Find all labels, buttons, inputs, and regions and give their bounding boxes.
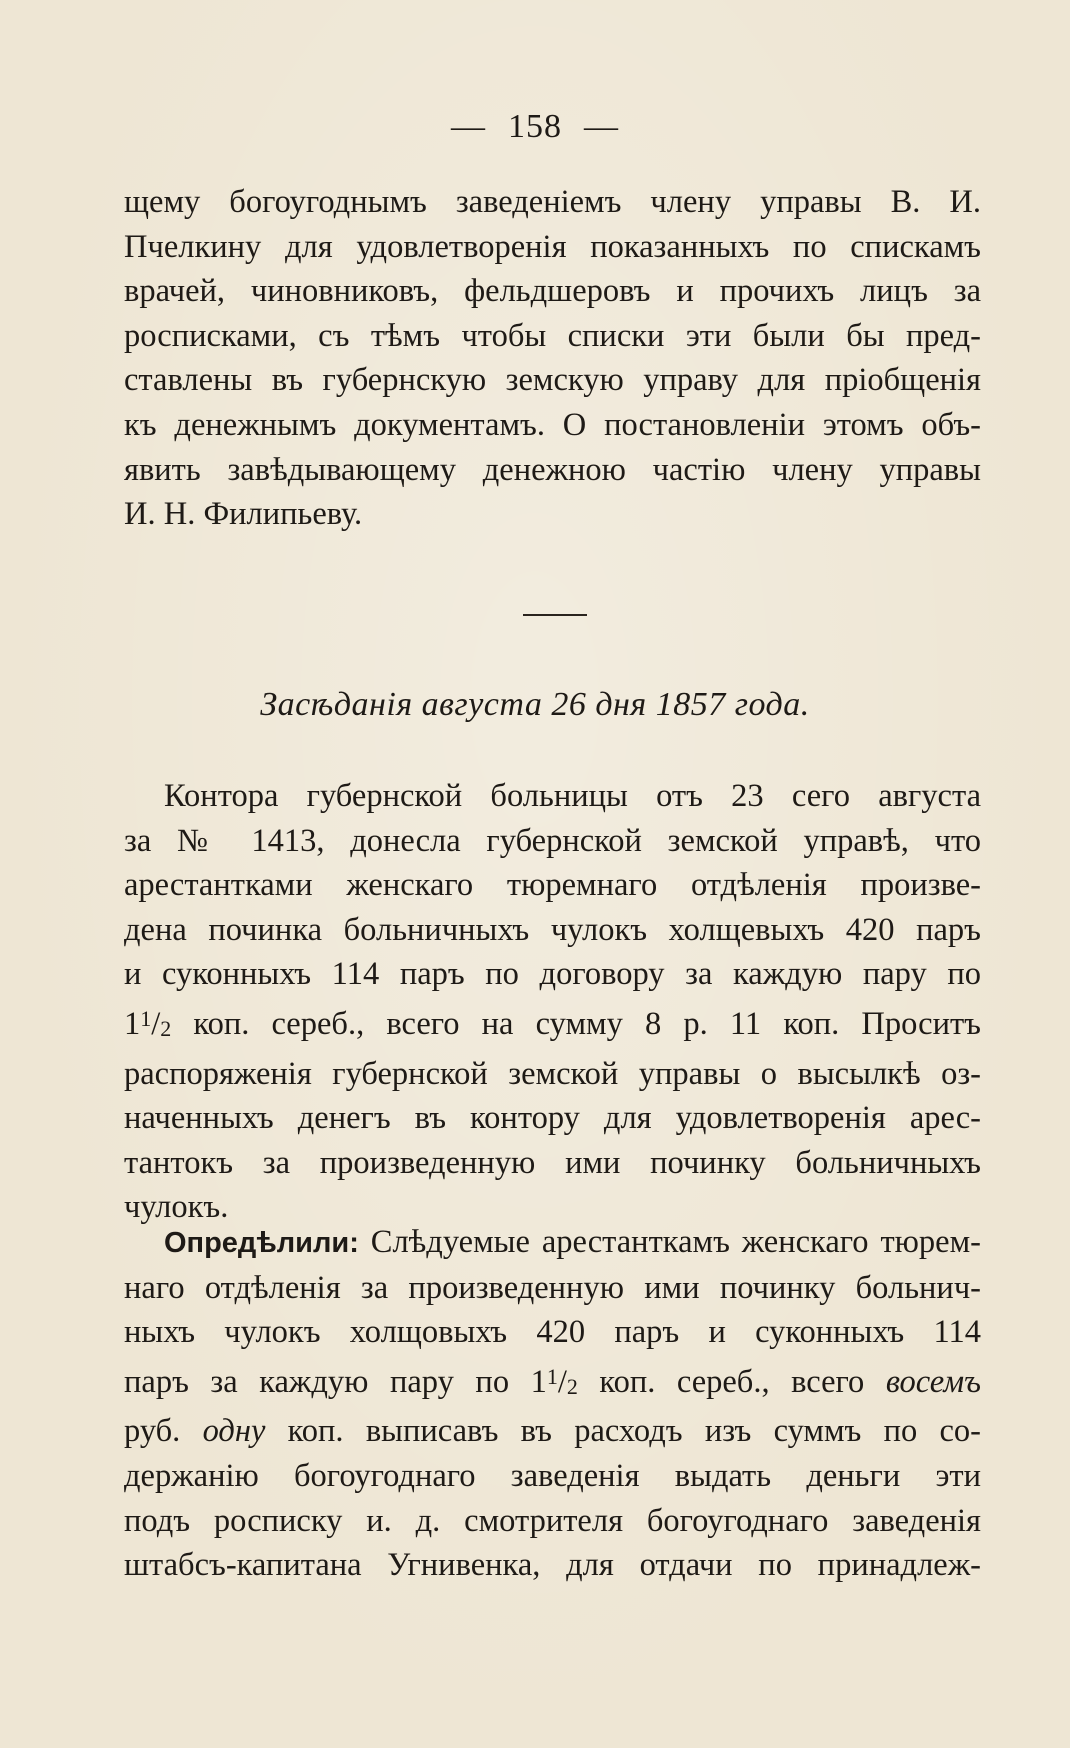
header-dash-right: — bbox=[584, 108, 619, 145]
text-line: распоряженiя губернской земской управы о высылкѣ оз- bbox=[124, 1055, 981, 1092]
text-span: коп. сереб., всего bbox=[577, 1363, 886, 1400]
text-line: къ денежнымъ документамъ. О постановленiи этомъ объ- bbox=[124, 406, 981, 443]
text-line: арестантками женскаго тюремнаго отдѣленiя произве- bbox=[124, 867, 981, 904]
text-line: Контора губернской больницы отъ 23 сего августа bbox=[164, 778, 981, 814]
text-span: руб. bbox=[124, 1413, 203, 1450]
fraction-denominator: 2 bbox=[566, 1373, 578, 1399]
italic-amount: восемъ bbox=[885, 1363, 981, 1400]
text-line: ставлены въ губернскую земскую управу для прiобщенiя bbox=[124, 362, 981, 399]
text-span: коп. сереб., всего на сумму 8 р. 11 коп. Проситъ bbox=[171, 1005, 981, 1042]
text-line: наченныхъ денегъ въ контору для удовлетворенiя арес- bbox=[124, 1100, 981, 1137]
text-line: штабсъ-капитана Угнивенка, для отдачи по принадлеж- bbox=[124, 1547, 981, 1584]
italic-amount: одну bbox=[202, 1413, 266, 1450]
text-line: дена починка больничныхъ чулокъ холщевыхъ 420 паръ bbox=[124, 911, 981, 948]
text-span: коп. выписавъ въ расходъ изъ суммъ по со- bbox=[265, 1413, 981, 1450]
text-line-with-fraction bbox=[124, 1355, 981, 1410]
section-divider bbox=[523, 614, 587, 616]
text-line: щему богоугоднымъ заведенiемъ члену управы В. И. bbox=[124, 184, 981, 220]
text-span: паръ за каждую пару по 1 bbox=[124, 1363, 547, 1400]
text-line-with-fraction bbox=[124, 997, 981, 1052]
fraction-denominator: 2 bbox=[160, 1015, 172, 1041]
text-line: подъ росписку и. д. смотрителя богоугоднаго заведенiя bbox=[124, 1502, 981, 1539]
text-line: ныхъ чулокъ холщовыхъ 420 паръ и суконныхъ 114 bbox=[124, 1314, 981, 1351]
text-line bbox=[124, 1220, 981, 1266]
text-line: и суконныхъ 114 паръ по договору за каждую пару по bbox=[124, 956, 981, 993]
text-line: врачей, чиновниковъ, фельдшеровъ и прочихъ лицъ за bbox=[124, 273, 981, 310]
fraction-numerator: 1 bbox=[140, 1005, 152, 1031]
text-line: росписками, съ тѣмъ чтобы списки эти были бы пред- bbox=[124, 317, 981, 354]
fraction-numerator: 1 bbox=[546, 1363, 558, 1389]
text-line bbox=[124, 1409, 981, 1454]
text-span: Слѣдуемые арестанткамъ женскаго тюрем- bbox=[358, 1224, 981, 1260]
paragraph-continuation bbox=[124, 180, 981, 537]
header-dash-left: — bbox=[451, 108, 486, 145]
text-line: держанiю богоугоднаго заведенiя выдать деньги эти bbox=[124, 1457, 981, 1494]
text-line: за № 1413, донесла губернской земской управѣ, что bbox=[124, 822, 981, 859]
fraction-slash: / bbox=[151, 1005, 161, 1042]
text-line: тантокъ за произведенную ими починку больничныхъ bbox=[124, 1144, 981, 1181]
text-line: Пчелкину для удовлетворенiя показанныхъ по спискамъ bbox=[124, 228, 981, 265]
paragraph-report bbox=[124, 774, 981, 1230]
session-heading: Засѣданiя августа 26 дня 1857 года. bbox=[260, 686, 810, 723]
resolution-label: Опредѣлили: bbox=[164, 1227, 359, 1259]
fraction-whole: 1 bbox=[124, 1005, 141, 1042]
paragraph-resolution bbox=[124, 1220, 981, 1588]
text-line: И. Н. Филипьеву. bbox=[124, 496, 363, 533]
page-number: 158 bbox=[508, 108, 562, 145]
text-line: чулокъ. bbox=[124, 1189, 229, 1226]
text-line: наго отдѣленiя за произведенную ими починку больнич- bbox=[124, 1269, 981, 1306]
page-header bbox=[0, 108, 1070, 146]
text-line: явить завѣдывающему денежною частiю члену управы bbox=[124, 451, 981, 488]
fraction-slash: / bbox=[557, 1363, 567, 1400]
